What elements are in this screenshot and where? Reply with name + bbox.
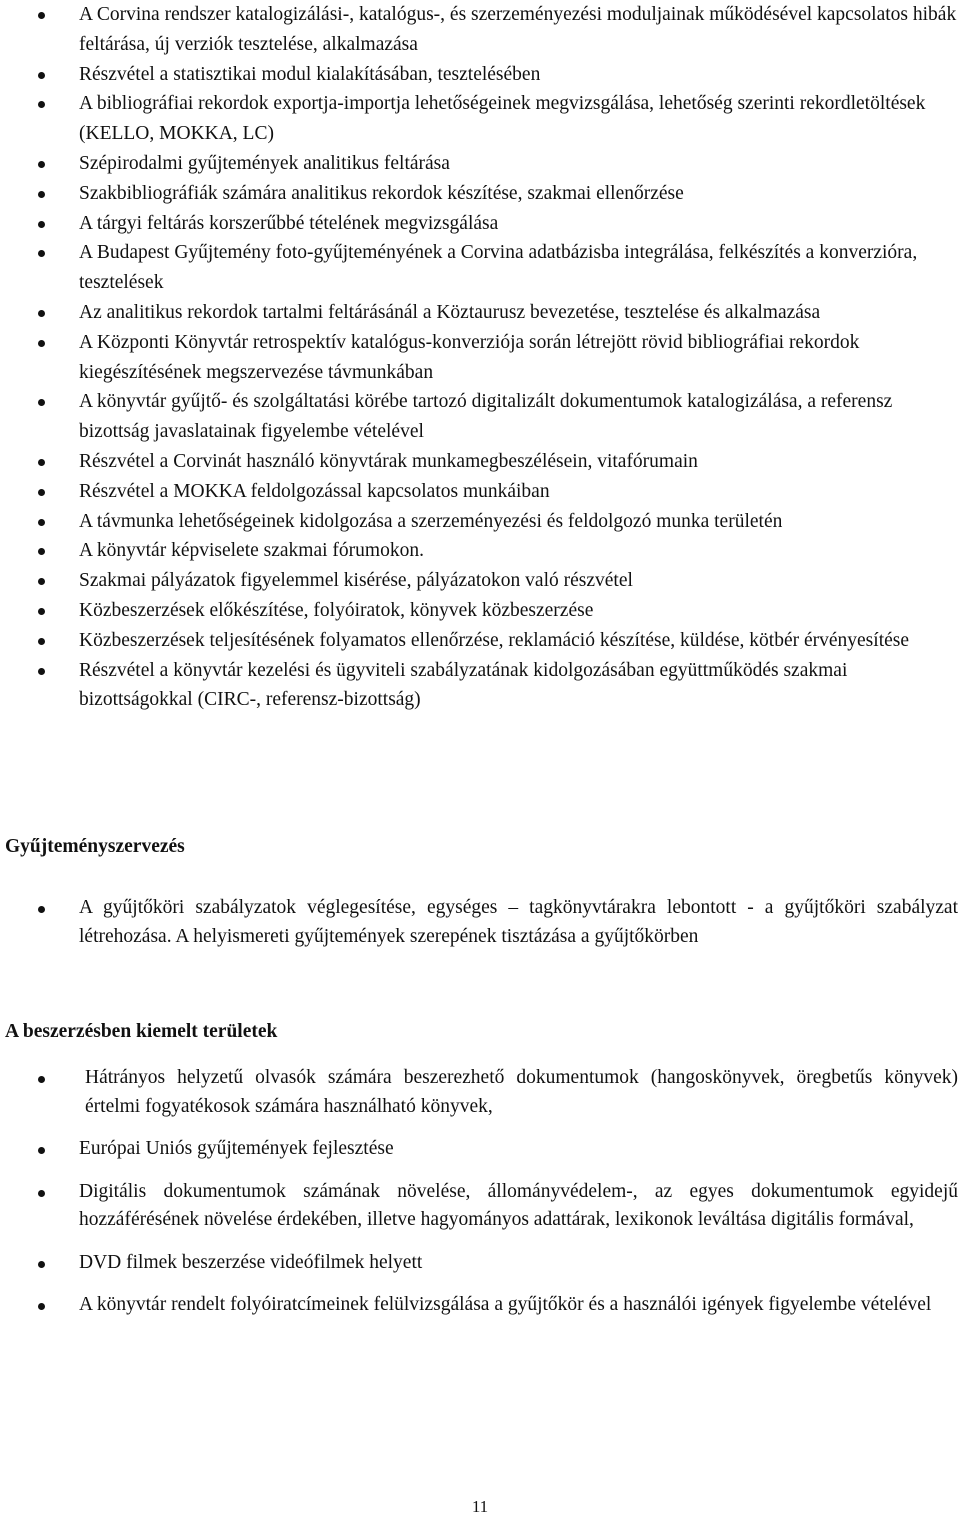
bullet-icon — [38, 1261, 45, 1268]
section-heading-beszerzes: A beszerzésben kiemelt területek — [5, 1021, 278, 1042]
list-item: A könyvtár gyűjtő- és szolgáltatási körébe tartozó digitalizált dokumentumok katalogizálása, a referensz bizottság javaslatainak figyelembe vételével — [0, 387, 960, 447]
section-heading-gyujtemenyszervezes: Gyűjteményszervezés — [5, 836, 185, 857]
bullet-icon — [38, 1190, 45, 1197]
bullet-icon — [38, 161, 45, 168]
list-item: Részvétel a könyvtár kezelési és ügyviteli szabályzatának kidolgozásában együttműködés szakmai bizottságokkal (CIRC-, referensz-bizottság) — [0, 656, 960, 716]
bullet-icon — [38, 489, 45, 496]
list-item: Az analitikus rekordok tartalmi feltárásánál a Köztaurusz bevezetése, tesztelése és alkalmazása — [0, 298, 960, 328]
list-item: Részvétel a MOKKA feldolgozással kapcsolatos munkáiban — [0, 477, 960, 507]
bullet-icon — [38, 1147, 45, 1154]
bullet-icon — [38, 101, 45, 108]
bullet-icon — [38, 221, 45, 228]
list-item: A Központi Könyvtár retrospektív katalógus-konverziója során létrejött rövid bibliográfiai rekordok kiegészítésének megszervezése távmunkában — [0, 328, 960, 388]
list-item: Részvétel a statisztikai modul kialakításában, tesztelésében — [0, 60, 960, 90]
gyujtemenyszervezes-list — [0, 894, 960, 951]
bullet-icon — [38, 906, 45, 913]
bullet-icon — [38, 548, 45, 555]
list-item: A Budapest Gyűjtemény foto-gyűjteményének a Corvina adatbázisba integrálása, felkészítés a konverzióra, tesztelések — [0, 238, 960, 298]
bullet-icon — [38, 1076, 45, 1083]
list-item: Európai Uniós gyűjtemények fejlesztése — [0, 1135, 960, 1164]
list-item: A gyűjtőköri szabályzatok véglegesítése, egységes – tagkönyvtárakra lebontott - a gyűjtőköri szabályzat létrehozása. A helyismereti gyűjtemények szerepének tisztázása a gyűjtőkörben — [0, 894, 960, 951]
list-item: Közbeszerzések teljesítésének folyamatos ellenőrzése, reklamáció készítése, küldése, kötbér érvényesítése — [0, 626, 960, 656]
list-item: DVD filmek beszerzése videófilmek helyett — [0, 1249, 960, 1278]
bullet-icon — [38, 668, 45, 675]
main-task-list — [0, 0, 960, 715]
list-item: Szakmai pályázatok figyelemmel kisérése, pályázatokon való részvétel — [0, 566, 960, 596]
list-item: Közbeszerzések előkészítése, folyóiratok, könyvek közbeszerzése — [0, 596, 960, 626]
beszerzes-list — [0, 1064, 960, 1334]
list-item: A bibliográfiai rekordok exportja-importja lehetőségeinek megvizsgálása, lehetőség szerinti rekordletöltések (KELLO, MOKKA, LC) — [0, 89, 960, 149]
bullet-icon — [38, 250, 45, 257]
list-item: Szépirodalmi gyűjtemények analitikus feltárása — [0, 149, 960, 179]
bullet-icon — [38, 399, 45, 406]
list-item: A Corvina rendszer katalogizálási-, katalógus-, és szerzeményezési moduljainak működésével kapcsolatos hibák feltárása, új verziók tesztelése, alkalmazása — [0, 0, 960, 60]
bullet-icon — [38, 191, 45, 198]
bullet-icon — [38, 340, 45, 347]
list-item: A távmunka lehetőségeinek kidolgozása a szerzeményezési és feldolgozó munka területén — [0, 507, 960, 537]
list-item: A tárgyi feltárás korszerűbbé tételének megvizsgálása — [0, 209, 960, 239]
list-item: A könyvtár rendelt folyóiratcímeinek felülvizsgálása a gyűjtőkör és a használói igények figyelembe vételével — [0, 1291, 960, 1320]
bullet-icon — [38, 12, 45, 19]
list-item: Szakbibliográfiák számára analitikus rekordok készítése, szakmai ellenőrzése — [0, 179, 960, 209]
bullet-icon — [38, 519, 45, 526]
bullet-icon — [38, 459, 45, 466]
bullet-icon — [38, 608, 45, 615]
bullet-icon — [38, 72, 45, 79]
bullet-icon — [38, 310, 45, 317]
list-item: Részvétel a Corvinát használó könyvtárak munkamegbeszélésein, vitafórumain — [0, 447, 960, 477]
list-item: Digitális dokumentumok számának növelése, állományvédelem-, az egyes dokumentumok egyidejű hozzáférésének növelése érdekében, illetve hagyományos adattárak, lexikonok leváltása digitális formával, — [0, 1178, 960, 1235]
list-item: Hátrányos helyzetű olvasók számára beszerezhető dokumentumok (hangoskönyvek, öregbetűs könyvek) értelmi fogyatékosok számára használható könyvek, — [0, 1064, 960, 1121]
page-number: 11 — [471, 1497, 489, 1516]
bullet-icon — [38, 638, 45, 645]
bullet-icon — [38, 1303, 45, 1310]
list-item: A könyvtár képviselete szakmai fórumokon. — [0, 536, 960, 566]
bullet-icon — [38, 578, 45, 585]
